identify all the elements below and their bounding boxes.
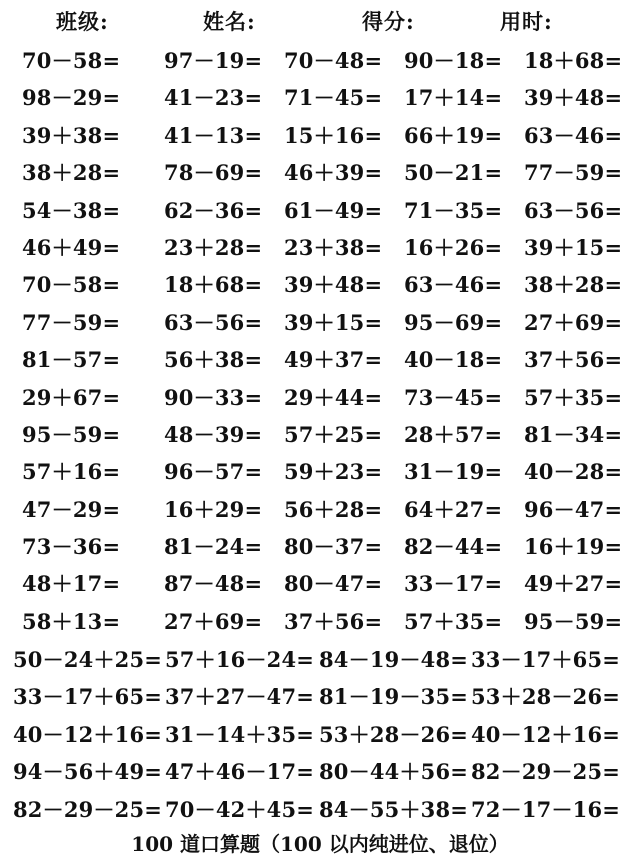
math-problem: 39＋38=	[22, 122, 121, 148]
math-problem: 31－19=	[404, 459, 503, 485]
math-problem: 81－34=	[524, 421, 623, 447]
math-problem: 63－46=	[524, 122, 623, 148]
math-problem: 39＋15=	[524, 234, 623, 260]
math-problem: 81－24=	[164, 534, 263, 560]
math-problem: 40－12＋16=	[13, 721, 163, 747]
math-problem: 38＋28=	[524, 272, 623, 298]
math-problem: 41－13=	[164, 122, 263, 148]
math-problem: 33－17＋65=	[471, 647, 621, 672]
two-term-problem-grid	[0, 42, 640, 640]
math-problem: 15＋16=	[284, 122, 383, 148]
math-problem: 97－19=	[164, 48, 263, 73]
math-problem: 39＋48=	[284, 272, 383, 298]
math-problem: 87－48=	[164, 571, 263, 597]
math-problem: 70－58=	[22, 48, 121, 73]
math-problem: 80－44＋56=	[319, 759, 469, 785]
math-problem: 59＋23=	[284, 459, 383, 485]
math-problem: 54－38=	[22, 197, 121, 223]
math-problem: 57＋35=	[404, 608, 503, 634]
name-label: 姓名:	[203, 9, 256, 34]
math-problem: 81－19－35=	[319, 684, 469, 710]
math-problem: 49＋27=	[524, 571, 623, 597]
math-problem: 94－56＋49=	[13, 759, 163, 785]
worksheet-header	[0, 6, 640, 36]
math-problem: 63－56=	[164, 309, 263, 335]
three-term-problem-grid	[0, 641, 640, 828]
math-problem: 71－45=	[284, 85, 383, 111]
math-problem: 81－57=	[22, 347, 121, 373]
time-label: 用时:	[500, 9, 553, 34]
math-problem: 82－44=	[404, 534, 503, 560]
math-problem: 84－55＋38=	[319, 796, 469, 822]
math-problem: 56＋28=	[284, 496, 383, 522]
math-problem: 64＋27=	[404, 496, 503, 522]
math-problem: 37＋27－47=	[165, 684, 315, 710]
math-problem: 72－17－16=	[471, 796, 621, 822]
math-problem: 27＋69=	[524, 309, 623, 335]
math-problem: 57＋16－24=	[165, 647, 315, 672]
math-problem: 57＋25=	[284, 421, 383, 447]
math-problem: 37＋56=	[524, 347, 623, 373]
math-problem: 16＋19=	[524, 534, 623, 560]
math-problem: 16＋29=	[164, 496, 263, 522]
math-problem: 17＋14=	[404, 85, 503, 111]
math-problem: 98－29=	[22, 85, 121, 111]
math-problem: 38＋28=	[22, 160, 121, 186]
math-problem: 37＋56=	[284, 608, 383, 634]
math-problem: 90－18=	[404, 48, 503, 73]
math-problem: 39＋48=	[524, 85, 623, 111]
math-problem: 41－23=	[164, 85, 263, 111]
math-problem: 48＋17=	[22, 571, 121, 597]
math-problem: 63－46=	[404, 272, 503, 298]
math-problem: 82－29－25=	[13, 796, 163, 822]
math-problem: 73－36=	[22, 534, 121, 560]
math-problem: 40－18=	[404, 347, 503, 373]
math-problem: 39＋15=	[284, 309, 383, 335]
math-problem: 78－69=	[164, 160, 263, 186]
math-problem: 63－56=	[524, 197, 623, 223]
math-problem: 70－42＋45=	[165, 796, 315, 822]
math-problem: 71－35=	[404, 197, 503, 223]
math-problem: 82－29－25=	[471, 759, 621, 785]
math-problem: 77－59=	[22, 309, 121, 335]
math-problem: 48－39=	[164, 421, 263, 447]
class-label: 班级:	[56, 9, 109, 34]
math-problem: 31－14＋35=	[165, 721, 315, 747]
math-problem: 95－69=	[404, 309, 503, 335]
worksheet-caption: 100 道口算题（100 以内纯进位、退位）	[131, 832, 509, 856]
math-problem: 46＋39=	[284, 160, 383, 186]
math-problem: 90－33=	[164, 384, 263, 410]
math-problem: 33－17=	[404, 571, 503, 597]
math-problem: 50－24＋25=	[13, 647, 163, 672]
math-problem: 96－47=	[524, 496, 623, 522]
math-problem: 95－59=	[524, 608, 623, 634]
math-problem: 80－37=	[284, 534, 383, 560]
math-problem: 46＋49=	[22, 234, 121, 260]
math-problem: 49＋37=	[284, 347, 383, 373]
math-problem: 84－19－48=	[319, 647, 469, 672]
math-problem: 27＋69=	[164, 608, 263, 634]
math-problem: 62－36=	[164, 197, 263, 223]
math-problem: 53＋28－26=	[319, 721, 469, 747]
math-problem: 47－29=	[22, 496, 121, 522]
math-problem: 29＋67=	[22, 384, 121, 410]
math-problem: 70－48=	[284, 48, 383, 73]
math-problem: 23＋38=	[284, 234, 383, 260]
math-problem: 95－59=	[22, 421, 121, 447]
math-problem: 57＋35=	[524, 384, 623, 410]
math-problem: 23＋28=	[164, 234, 263, 260]
math-problem: 33－17＋65=	[13, 684, 163, 710]
math-problem: 58＋13=	[22, 608, 121, 634]
math-problem: 53＋28－26=	[471, 684, 621, 710]
math-problem: 57＋16=	[22, 459, 121, 485]
score-label: 得分:	[362, 9, 415, 34]
math-problem: 56＋38=	[164, 347, 263, 373]
math-problem: 70－58=	[22, 272, 121, 298]
math-problem: 40－12＋16=	[471, 721, 621, 747]
math-problem: 18＋68=	[524, 48, 623, 73]
math-problem: 96－57=	[164, 459, 263, 485]
math-problem: 77－59=	[524, 160, 623, 186]
math-problem: 50－21=	[404, 160, 503, 186]
math-problem: 40－28=	[524, 459, 623, 485]
math-problem: 66＋19=	[404, 122, 503, 148]
math-problem: 29＋44=	[284, 384, 383, 410]
math-problem: 73－45=	[404, 384, 503, 410]
math-problem: 47＋46－17=	[165, 759, 315, 785]
math-problem: 28＋57=	[404, 421, 503, 447]
math-problem: 61－49=	[284, 197, 383, 223]
math-problem: 80－47=	[284, 571, 383, 597]
math-problem: 18＋68=	[164, 272, 263, 298]
math-problem: 16＋26=	[404, 234, 503, 260]
